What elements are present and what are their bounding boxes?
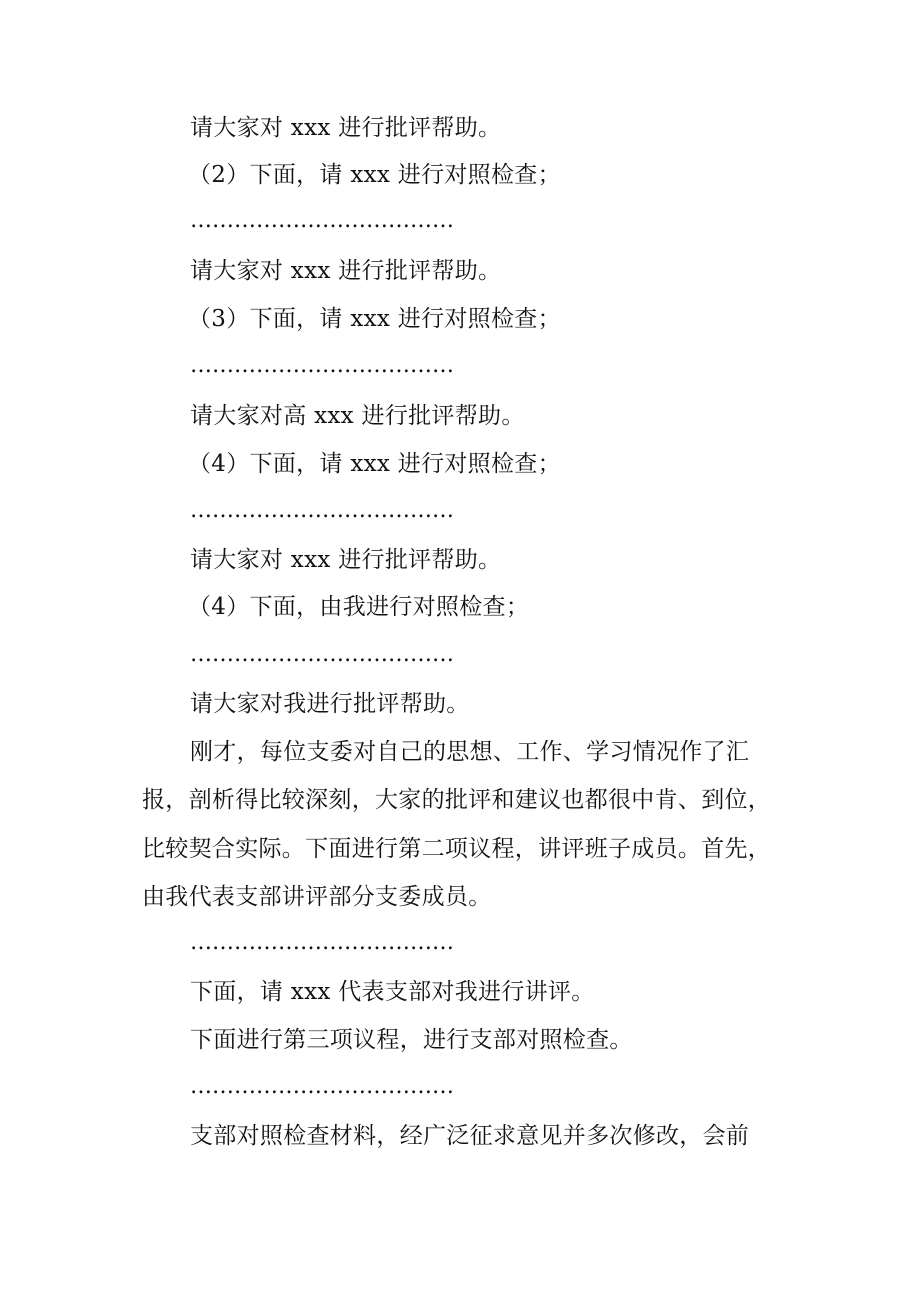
- paragraph-line: 刚才，每位支委对自己的思想、工作、学习情况作了汇: [190, 739, 750, 765]
- paragraph-line: 下面，请 xxx 代表支部对我进行讲评。: [190, 979, 595, 1005]
- paragraph-line: 由我代表支部讲评部分支委成员。: [142, 884, 492, 910]
- ellipsis-line: ………………………………: [190, 208, 454, 233]
- ellipsis-line: ………………………………: [190, 353, 454, 378]
- ellipsis-line: ………………………………: [190, 642, 454, 667]
- paragraph-line: （4）下面，请 xxx 进行对照检查；: [188, 451, 561, 477]
- paragraph-line: 请大家对 xxx 进行批评帮助。: [190, 115, 502, 141]
- paragraph-line: 报，剖析得比较深刻，大家的批评和建议也都很中肯、到位，: [142, 787, 772, 813]
- ellipsis-line: ………………………………: [190, 1074, 454, 1099]
- ellipsis-line: ………………………………: [190, 930, 454, 955]
- paragraph-line: 比较契合实际。下面进行第二项议程，讲评班子成员。首先，: [142, 836, 772, 862]
- paragraph-line: 下面进行第三项议程，进行支部对照检查。: [190, 1027, 633, 1053]
- paragraph-line: 请大家对高 xxx 进行批评帮助。: [190, 403, 525, 429]
- paragraph-line: （3）下面，请 xxx 进行对照检查；: [188, 306, 561, 332]
- paragraph-line: （4）下面，由我进行对照检查；: [188, 594, 530, 620]
- paragraph-line: （2）下面，请 xxx 进行对照检查；: [188, 162, 561, 188]
- paragraph-line: 请大家对 xxx 进行批评帮助。: [190, 258, 502, 284]
- paragraph-line: 请大家对我进行批评帮助。: [190, 691, 470, 717]
- paragraph-line: 支部对照检查材料，经广泛征求意见并多次修改，会前: [190, 1123, 750, 1149]
- paragraph-line: 请大家对 xxx 进行批评帮助。: [190, 547, 502, 573]
- ellipsis-line: ………………………………: [190, 498, 454, 523]
